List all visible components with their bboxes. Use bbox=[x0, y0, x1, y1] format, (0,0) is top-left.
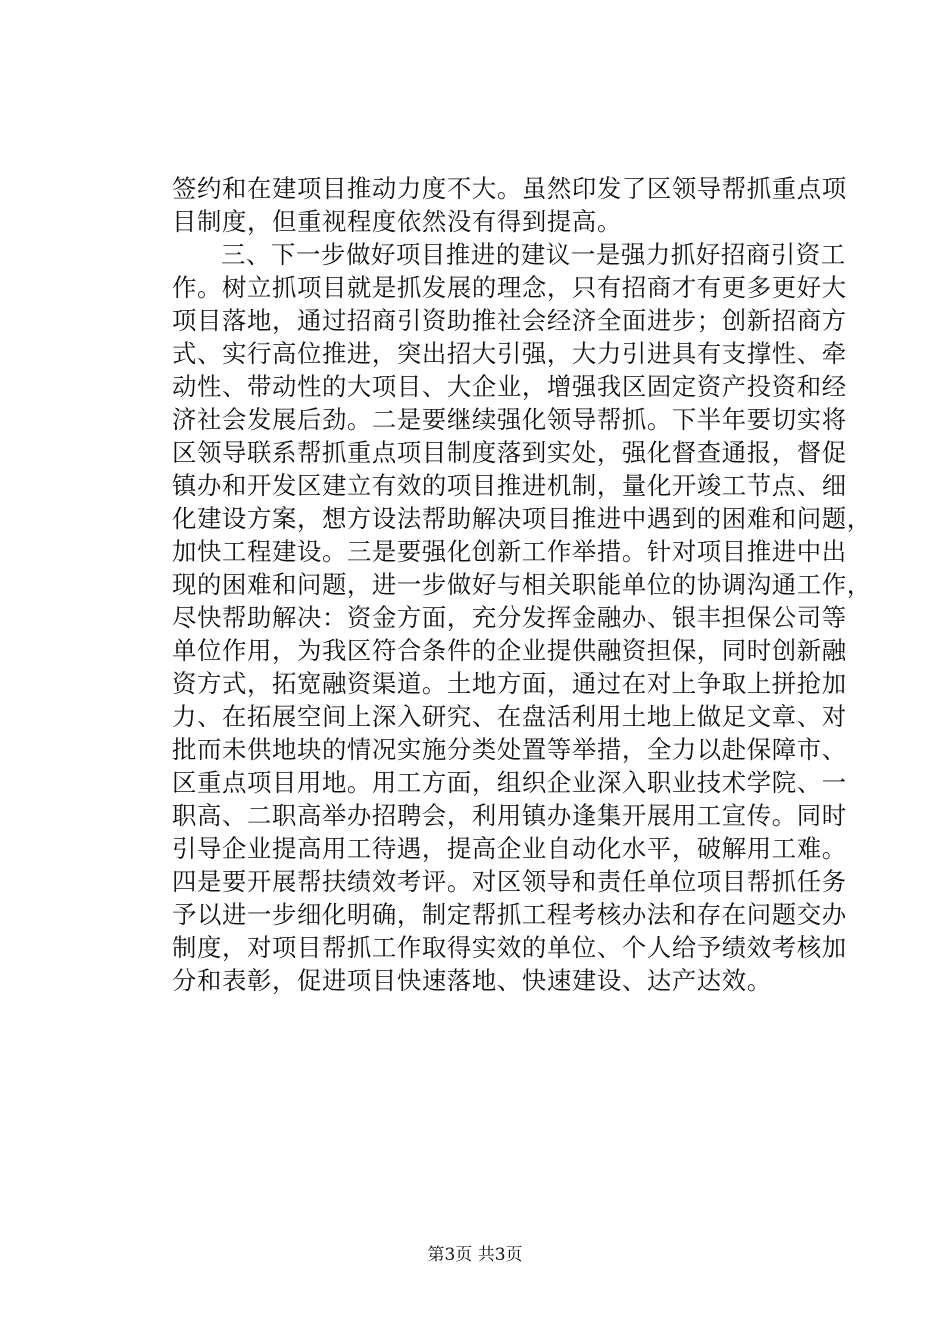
text-line: 尽快帮助解决：资金方面，充分发挥金融办、银丰担保公司等 bbox=[172, 603, 847, 632]
text-line: 加快工程建设。三是要强化创新工作举措。针对项目推进中出 bbox=[172, 537, 847, 566]
text-line: 济社会发展后劲。二是要继续强化领导帮抓。下半年要切实将 bbox=[172, 405, 847, 434]
text-line: 化建设方案，想方设法帮助解决项目推进中遇到的困难和问题， bbox=[172, 504, 872, 533]
page-footer bbox=[0, 1243, 950, 1267]
text-line: 区领导联系帮抓重点项目制度落到实处，强化督查通报，督促 bbox=[172, 438, 847, 467]
text-line: 动性、带动性的大项目、大企业，增强我区固定资产投资和经 bbox=[172, 372, 847, 401]
body-text bbox=[172, 172, 872, 997]
text-line: 职高、二职高举办招聘会，利用镇办逢集开展用工宣传。同时 bbox=[172, 801, 847, 830]
text-line: 单位作用，为我区符合条件的企业提供融资担保，同时创新融 bbox=[172, 636, 847, 665]
text-line: 目制度，但重视程度依然没有得到提高。 bbox=[172, 207, 622, 236]
text-line: 力、在拓展空间上深入研究、在盘活利用土地上做足文章、对 bbox=[172, 702, 847, 731]
text-line: 式、实行高位推进，突出招大引强，大力引进具有支撑性、牵 bbox=[172, 339, 847, 368]
text-line: 签约和在建项目推动力度不大。虽然印发了区领导帮抓重点项 bbox=[172, 174, 847, 203]
text-line: 四是要开展帮扶绩效考评。对区领导和责任单位项目帮抓任务 bbox=[172, 867, 847, 896]
text-line: 引导企业提高用工待遇，提高企业自动化水平，破解用工难。 bbox=[172, 834, 847, 863]
text-line: 现的困难和问题，进一步做好与相关职能单位的协调沟通工作， bbox=[172, 570, 872, 599]
text-line: 资方式，拓宽融资渠道。土地方面，通过在对上争取上拼抢加 bbox=[172, 669, 847, 698]
text-line: 制度，对项目帮抓工作取得实效的单位、个人给予绩效考核加 bbox=[172, 933, 847, 962]
section-heading-line: 三、下一步做好项目推进的建议一是强力抓好招商引资工 bbox=[221, 240, 846, 269]
text-line: 批而未供地块的情况实施分类处置等举措，全力以赴保障市、 bbox=[172, 735, 847, 764]
text-line: 镇办和开发区建立有效的项目推进机制，量化开竣工节点、细 bbox=[172, 471, 847, 500]
text-line: 作。树立抓项目就是抓发展的理念，只有招商才有更多更好大 bbox=[172, 273, 847, 302]
text-line: 区重点项目用地。用工方面，组织企业深入职业技术学院、一 bbox=[172, 768, 847, 797]
text-line: 项目落地，通过招商引资助推社会经济全面进步；创新招商方 bbox=[172, 306, 847, 335]
text-line: 予以进一步细化明确，制定帮抓工程考核办法和存在问题交办 bbox=[172, 900, 847, 929]
text-line: 分和表彰，促进项目快速落地、快速建设、达产达效。 bbox=[172, 966, 772, 995]
page-number: 第3页 共3页 bbox=[427, 1245, 523, 1265]
